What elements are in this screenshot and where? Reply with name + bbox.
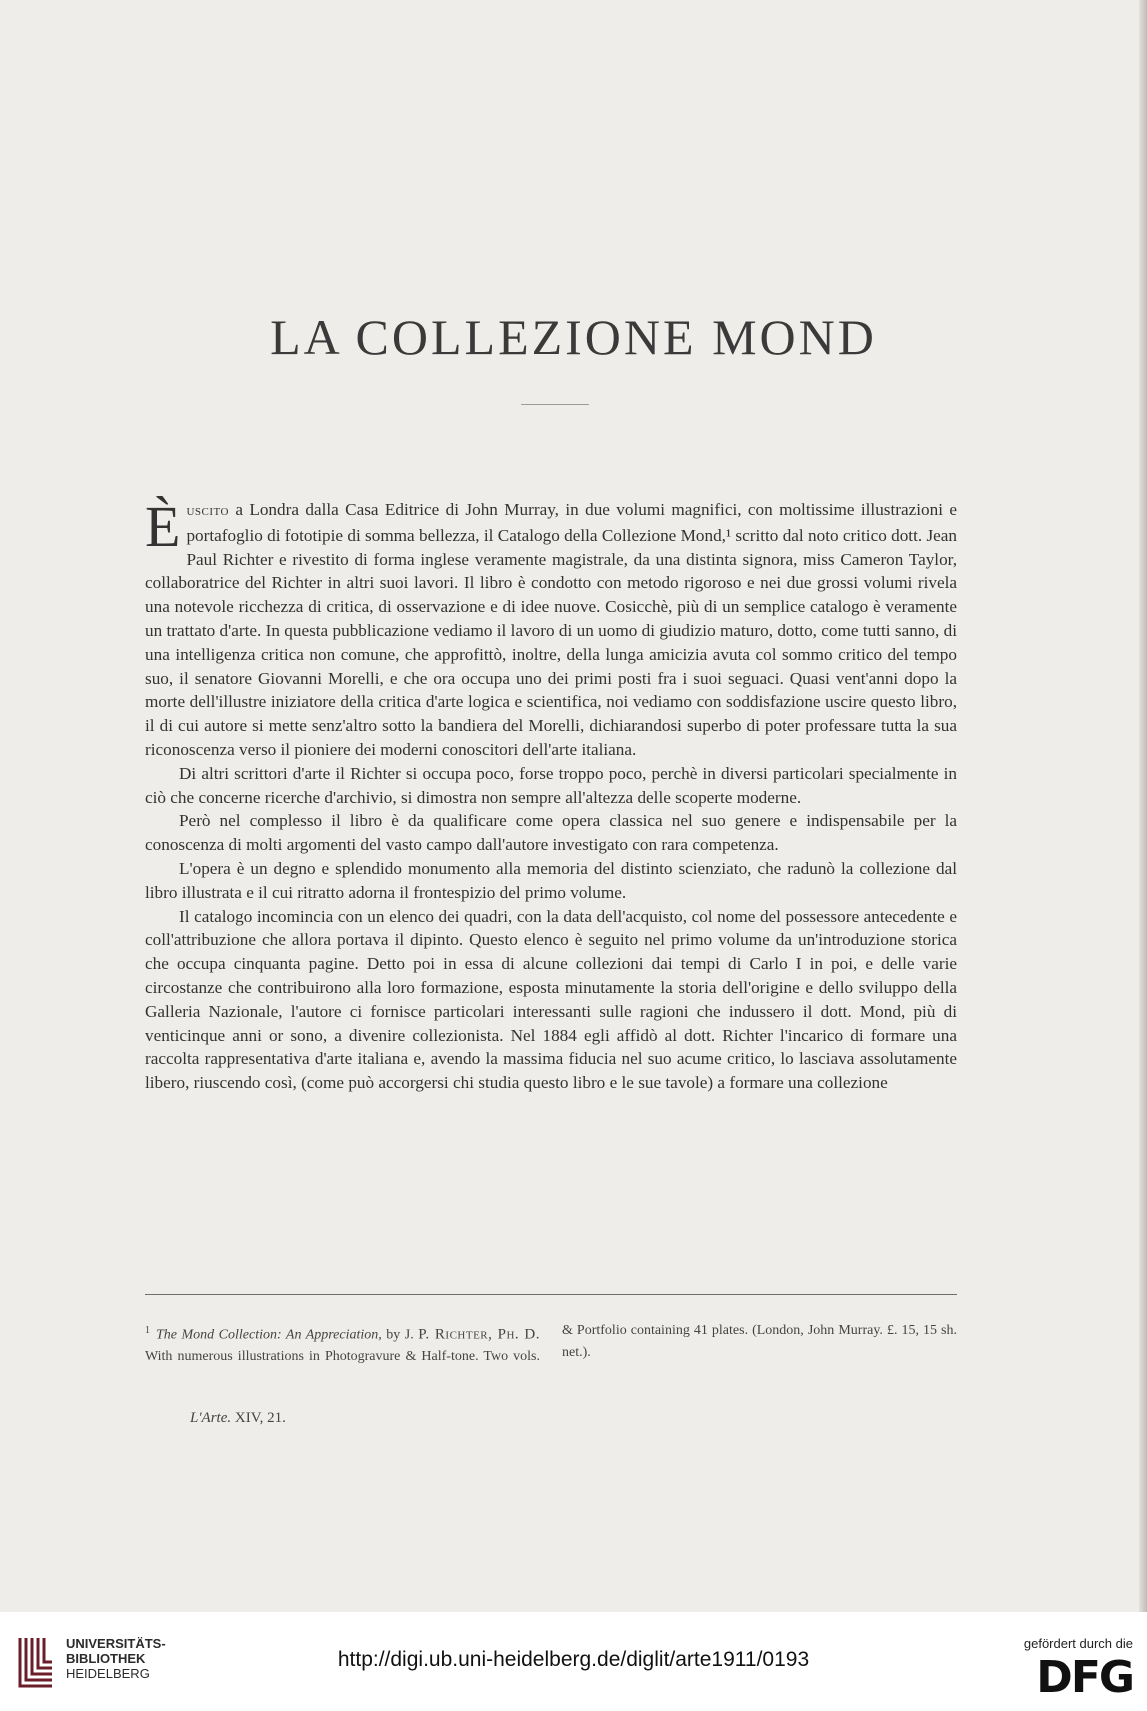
funding-caption: gefördert durch die (1023, 1636, 1133, 1651)
article-body (145, 494, 957, 1095)
paragraph-2: Di altri scrittori d'arte il Richter si occupa poco, forse troppo poco, perchè in diversi particolari specialmente in ciò che concerne ricerche d'archivio, si dimostra non sempre all'altezza delle scoperte moderne. (145, 763, 957, 807)
footnote-by: by J. (381, 1327, 419, 1343)
footnote-details: With numerous illustrations in Photogravure & Half-tone. Two vols. & Portfolio containing 41 plates. (London, John Murray. £. 15, 15 sh. net.). (145, 1323, 957, 1365)
drop-cap: È (145, 494, 181, 559)
paragraph-1 (145, 494, 957, 762)
page-reference (190, 1410, 286, 1427)
footnote (145, 1320, 957, 1368)
footnote-marker: 1 (145, 1325, 150, 1336)
digitization-footer (0, 1612, 1147, 1711)
title-divider (521, 404, 589, 405)
paragraph-1-text: a Londra dalla Casa Editrice di John Murray, in due volumi magnifici, con moltissime illustrazioni e portafoglio di fototipie di somma bellezza, il Catalogo della Collezione Mond,¹ scritto dal noto critico dott. Jean Paul Richter e rivestito di forma inglese veramente magistrale, da una distinta signora, miss Cameron Taylor, collaboratrice del Richter in altri suoi lavori. Il libro è condotto con metodo rigoroso e nei due grossi volumi rivela una notevole ricchezza di critica, di osservazione e di idee nuove. Cosicchè, più di un semplice catalogo è veramente un trattato d'arte. In questa pubblicazione vediamo il lavoro di un uomo di giudizio maturo, dotto, come tutti sanno, di una intelligenza critica non comune, che approfittò, inoltre, della lunga amicizia avuta col sommo critico del tempo suo, il senatore Giovanni Morelli, e che ora occupa uno dei primi posti fra i suoi seguaci. Quasi vent'anni dopo la morte dell'illustre iniziatore della critica d'arte logica e scientifica, noi vediamo con soddisfazione uscire questo libro, il di cui autore si mette senz'altro sotto la bandiera del Morelli, dichiarandosi superbo di poter professare tutta la sua riconoscenza verso il pioniere dei moderni conoscitori dell'arte italiana. (145, 500, 957, 759)
permalink-url[interactable]: http://digi.ub.uni-heidelberg.de/diglit/arte1911/0193 (337, 1648, 810, 1671)
library-line-1: UNIVERSITÄTS- (66, 1636, 166, 1651)
library-line-2: BIBLIOTHEK (66, 1651, 146, 1666)
paragraph-5: Il catalogo incomincia con un elenco dei quadri, con la data dell'acquisto, col nome del possessore antecedente e coll'attribuzione che allora portava il dipinto. Questo elenco è seguito nel primo volume da un'introduzione storica che occupa cinquanta pagine. Detto poi in essa di alcune collezioni dai tempi di Carlo I in poi, e delle varie circostanze che contribuirono alla loro formazione, esposta minutamente la storia dell'origine e dello sviluppo della Galleria Nazionale, l'autore ci fornisce particolari interessanti sulle ragioni che indussero il dott. Mond, più di venticinque anni or sono, a divenire collezionista. Nel 1884 egli affidò al dott. Richter l'incarico di formare una raccolta rappresentativa d'arte italiana e, avendo la massima fiducia nel suo acume critico, lo lasciava assolutamente libero, riuscendo così, (come può accorgersi chi studia questo libro e le sue tavole) a formare una collezione (145, 906, 957, 1093)
journal-name: L'Arte. (190, 1410, 232, 1426)
paragraph-3: Però nel complesso il libro è da qualificare come opera classica nel suo genere e indispensabile per la conoscenza di molti argomenti del vasto campo dall'autore investigato con rara competenza. (145, 811, 957, 855)
journal-volume: XIV, 21. (231, 1410, 286, 1426)
library-line-3: HEIDELBERG (66, 1666, 150, 1681)
footnote-divider (145, 1294, 957, 1295)
footnote-book-title: The Mond Collection: An Appreciation, (156, 1327, 382, 1343)
page-edge-shadow (1139, 0, 1147, 1612)
first-word: uscito (186, 503, 229, 519)
article-title: LA COLLEZIONE MOND (270, 309, 877, 365)
footnote-author: P. Richter, Ph. D. (418, 1326, 540, 1343)
dfg-logo: DFG (1036, 1652, 1133, 1703)
paragraph-4: L'opera è un degno e splendido monumento alla memoria del distinto scienziato, che radunò la collezione dal libro illustrata e il cui ritratto adorna il frontespizio del primo volume. (145, 858, 957, 902)
